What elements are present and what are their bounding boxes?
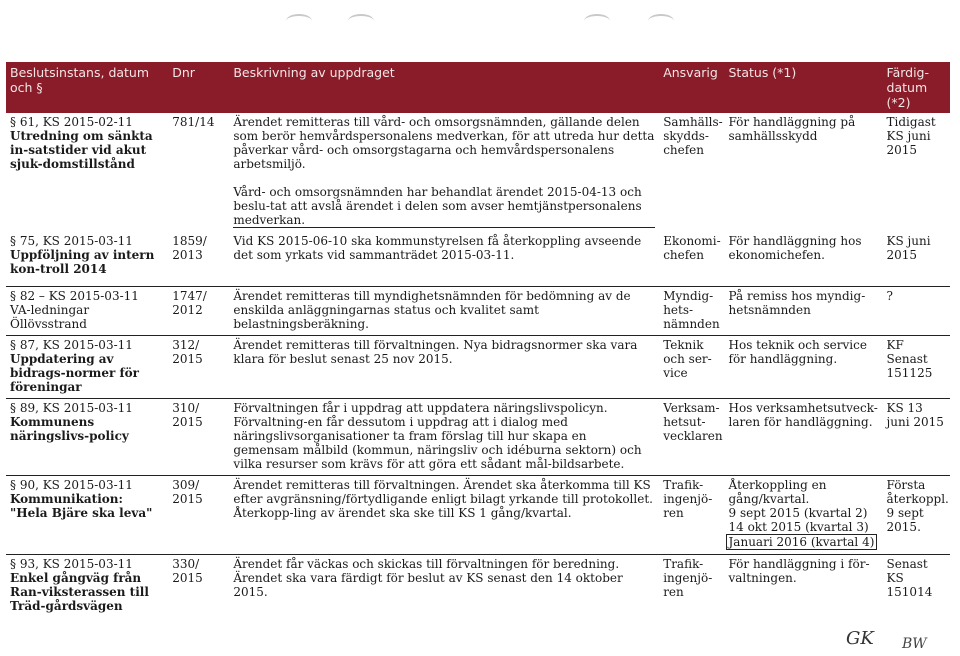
case-reference: § 75, KS 2015-03-11 [10,234,133,248]
cell-finish-date: KF Senast 151125 [883,336,950,399]
case-title: Kommunikation: "Hela Bjäre ska leva" [10,492,153,520]
case-reference: § 93, KS 2015-03-11 [10,557,133,571]
cell-responsible: Trafik-ingenjö-ren [659,555,724,618]
cell-finish-date: Senast KS 151014 [883,555,950,618]
table-row [6,336,950,399]
cell-dnr: 309/ 2015 [168,476,229,555]
cell-description: Förvaltningen får i uppdrag att uppdatera näringslivspolicyn. Förvaltning-en får dessutom i uppdrag att i dialog med näringslivsorganisationer ta fram förslag till hur skapa en gemensam målbild (kommun, näringsliv och idéburna sektorn) och vilka resurser som krävs för att göra ett sådant mål-bildsarbete. [229,399,659,476]
cell-responsible: Ekonomi-chefen [663,234,721,262]
assignment-table [6,62,950,617]
cell-description: Ärendet remitteras till förvaltningen. Ärendet ska återkomma till KS efter avgränsning/förtydligande enligt bilagt yrkande till protokollet. Återkopp-ling av ärendet ska ske till KS 1 gång/kvartal. [229,476,659,555]
cell-responsible: Teknik och ser-vice [659,336,724,399]
cell-dnr: 312/ 2015 [168,336,229,399]
cell-decision [6,113,168,232]
cell-decision [6,232,168,287]
cell-status: Hos teknik och service för handläggning. [725,336,883,399]
description-text: Ärendet remitteras till vård- och omsorgsnämnden, gällande delen som berör hemvårdspersonalens medverkan, för att utreda hur detta påverkar vård- och omsorgstagarna och hemvårdspersonalens arbetsmiljö. [233,115,655,171]
status-line-boxed: Januari 2016 (kvartal 4) [726,534,878,550]
case-reference: § 89, KS 2015-03-11 [10,401,133,415]
status-line: 9 sept 2015 (kvartal 2) [728,506,868,520]
description-note [233,185,655,228]
binder-mark [286,14,312,28]
cell-dnr: 310/ 2015 [168,399,229,476]
table-row [6,232,950,287]
cell-description: Ärendet remitteras till myndighetsnämnden för bedömning av de enskilda anläggningarnas status och kvalitet samt belastningsberäkning. [229,287,659,336]
cell-finish-date: KS juni 2015 [886,234,931,262]
header-description: Beskrivning av uppdraget [229,62,659,113]
status-line: Återkoppling en gång/kvartal. [728,478,827,506]
cell-responsible: Myndig-hets-nämnden [659,287,724,336]
case-title: Utredning om sänkta in-satstider vid akut sjuk-domstillstånd [10,129,153,171]
cell-dnr: 1859/ 2013 [172,234,207,262]
cell-finish-date: ? [883,287,950,336]
cell-finish-date: KS 13 juni 2015 [883,399,950,476]
case-title: Uppföljning av intern kon-troll 2014 [10,248,155,276]
cell-description: Ärendet remitteras till förvaltningen. Nya bidragsnormer ska vara klara för beslut senast 25 nov 2015. [229,336,659,399]
cell-status [725,476,883,555]
cell-status: För handläggning hos ekonomichefen. [728,234,862,262]
cell-responsible: Verksam-hetsut-vecklaren [659,399,724,476]
cell-description: Vid KS 2015-06-10 ska kommunstyrelsen få återkoppling avseende det som yrkats vid sammanträdet 2015-03-11. [233,234,642,262]
cell-finish-date: Tidigast KS juni 2015 [886,115,936,157]
cell-dnr: 330/ 2015 [168,555,229,618]
binder-mark [584,14,610,28]
header-responsible: Ansvarig [659,62,724,113]
cell-dnr: 1747/ 2012 [168,287,229,336]
cell-status: För handläggning i för-valtningen. [725,555,883,618]
cell-dnr: 781/14 [172,115,215,129]
cell-status: För handläggning på samhällsskydd [728,115,856,143]
cell-decision [6,287,168,336]
cell-finish-date: Första återkoppl. 9 sept 2015. [883,476,950,555]
table-row [6,113,950,232]
cell-status: Hos verksamhetsutveck-laren för handläggning. [725,399,883,476]
binder-mark [648,14,674,28]
description-note-text: Vård- och omsorgsnämnden har behandlat ärendet 2015-04-13 och beslu-tat att avslå ärendet i delen som avser hemtjänstpersonalens medverkan. [233,185,655,228]
header-decision-body: Beslutsinstans, datum och § [6,62,168,113]
case-reference: § 61, KS 2015-02-11 [10,115,133,129]
case-reference: § 90, KS 2015-03-11 [10,478,133,492]
cell-status: På remiss hos myndig-hetsnämnden [725,287,883,336]
cell-description: Ärendet får väckas och skickas till förvaltningen för beredning. Ärendet ska vara färdigt för beslut av KS senast den 14 oktober 2015. [229,555,659,618]
status-line: 14 okt 2015 (kvartal 3) [728,520,869,534]
table-row [6,287,950,336]
cell-decision [6,476,168,555]
case-title: Kommunens näringslivs-policy [10,415,129,443]
cell-decision [6,555,168,618]
cell-responsible: Samhälls-skydds-chefen [663,115,723,157]
case-title: Uppdatering av bidrags-normer för föreningar [10,352,139,394]
binder-mark [348,14,374,28]
header-status: Status (*1) [725,62,883,113]
case-title: VA-ledningar Öllövsstrand [10,303,90,331]
case-title: Enkel gångväg från Ran-viksterassen till Träd-gårdsvägen [10,571,149,613]
header-dnr: Dnr [168,62,229,113]
cell-description [229,113,659,232]
table-header-row [6,62,950,113]
case-reference: § 87, KS 2015-03-11 [10,338,133,352]
cell-decision [6,399,168,476]
signature-initials: BW [902,636,927,652]
signature-initials: GK [846,628,874,649]
table-row [6,476,950,555]
header-finish-date: Färdig-datum (*2) [883,62,950,113]
table-row [6,399,950,476]
case-reference: § 82 – KS 2015-03-11 [10,289,139,303]
cell-decision [6,336,168,399]
cell-responsible: Trafik-ingenjö-ren [659,476,724,555]
table-row [6,555,950,618]
binder-marks [0,14,960,34]
